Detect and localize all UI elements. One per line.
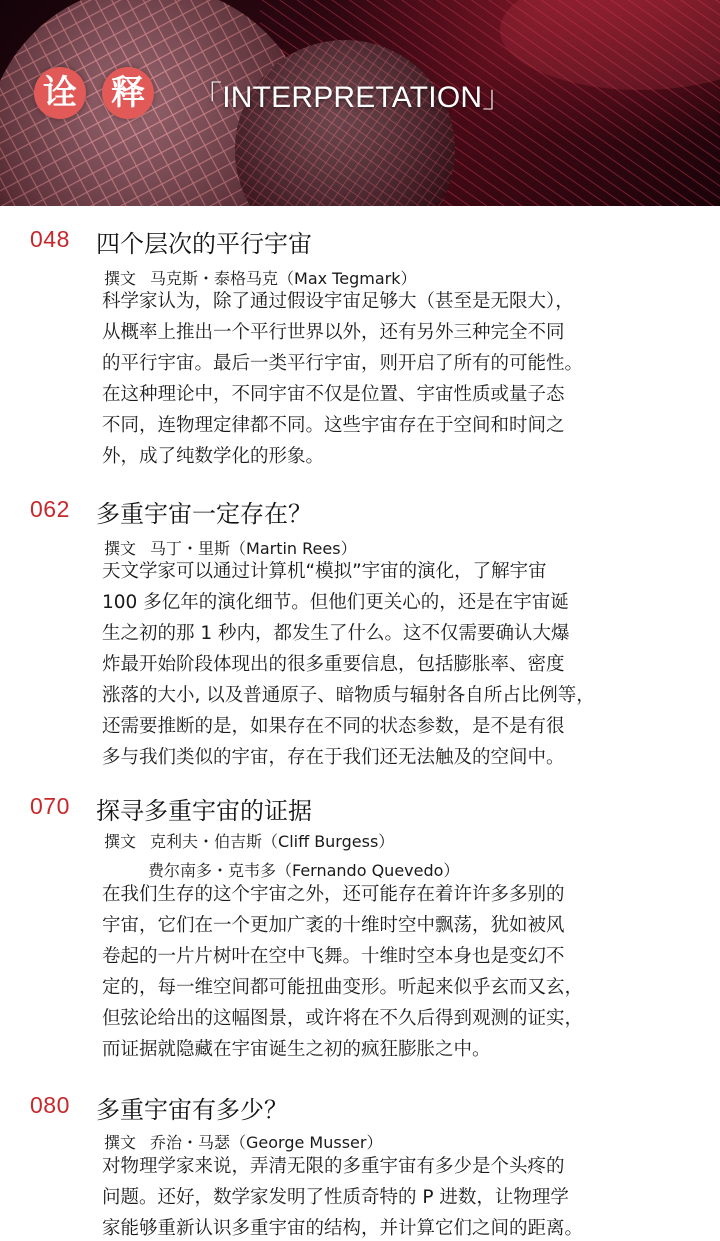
body-line: 的平行宇宙。最后一类平行宇宙，则开启了所有的可能性。 xyxy=(102,353,584,374)
article-page-number: 048 xyxy=(30,226,70,252)
byline-label: 撰文 xyxy=(104,832,137,851)
article-page-number: 062 xyxy=(30,496,70,522)
article-title: 多重宇宙一定存在？ xyxy=(96,500,312,528)
section-title: 「INTERPRETATION」 xyxy=(192,81,513,114)
byline-label: 撰文 xyxy=(104,1133,137,1152)
article-title: 多重宇宙有多少？ xyxy=(96,1096,288,1124)
body-line: 在我们生存的这个宇宙之外，还可能存在着许许多多别的 xyxy=(102,884,565,905)
body-line: 不同，连物理定律都不同。这些宇宙存在于空间和时间之 xyxy=(102,415,565,436)
byline-label: 撰文 xyxy=(104,269,137,288)
body-line: 科学家认为，除了通过假设宇宙足够大（甚至是无限大）， xyxy=(102,291,574,312)
byline-author: 乔治・马瑟（George Musser） xyxy=(150,1133,383,1152)
body-line: 问题。还好，数学家发明了性质奇特的 P 进数，让物理学 xyxy=(102,1187,569,1208)
body-line: 家能够重新认识多重宇宙的结构，并计算它们之间的距离。 xyxy=(102,1218,584,1239)
body-line: 在这种理论中，不同宇宙不仅是位置、宇宙性质或量子态 xyxy=(102,384,565,405)
body-line: 100 多亿年的演化细节。但他们更关心的，还是在宇宙诞 xyxy=(102,592,569,613)
article-byline-second xyxy=(148,858,459,881)
article-title: 探寻多重宇宙的证据 xyxy=(96,797,312,825)
article-page-number: 070 xyxy=(30,793,70,819)
byline-author: 马丁・里斯（Martin Rees） xyxy=(150,539,357,558)
body-line: 炸最开始阶段体现出的很多重要信息，包括膨胀率、密度 xyxy=(102,654,565,675)
body-line: 天文学家可以通过计算机“模拟”宇宙的演化，了解宇宙 xyxy=(102,561,547,582)
body-line: 而证据就隐藏在宇宙诞生之初的疯狂膨胀之中。 xyxy=(102,1039,491,1060)
badge-char-2: 释 xyxy=(102,67,154,119)
body-line: 多与我们类似的宇宙，存在于我们还无法触及的空间中。 xyxy=(102,747,565,768)
article-body xyxy=(102,879,622,1065)
body-line: 定的，每一维空间都可能扭曲变形。听起来似乎玄而又玄， xyxy=(102,977,584,998)
article-body xyxy=(102,1151,622,1241)
body-line: 但弦论给出的这幅图景，或许将在不久后得到观测的证实， xyxy=(102,1008,584,1029)
badge-char-1: 诠 xyxy=(34,67,86,119)
article-byline xyxy=(104,829,394,852)
body-line: 从概率上推出一个平行世界以外，还有另外三种完全不同 xyxy=(102,322,565,343)
byline-label: 撰文 xyxy=(104,539,137,558)
header-banner xyxy=(0,0,720,206)
body-line: 涨落的大小, 以及普通原子、暗物质与辐射各自所占比例等， xyxy=(102,685,595,706)
byline-author: 克利夫・伯吉斯（Cliff Burgess） xyxy=(150,832,395,851)
body-line: 对物理学家来说，弄清无限的多重宇宙有多少是个头疼的 xyxy=(102,1156,565,1177)
article-byline xyxy=(104,1130,382,1153)
body-line: 还需要推断的是，如果存在不同的状态参数，是不是有很 xyxy=(102,716,565,737)
byline-author: 费尔南多・克韦多（Fernando Quevedo） xyxy=(148,861,460,880)
article-body xyxy=(102,556,622,773)
body-line: 外，成了纯数学化的形象。 xyxy=(102,446,325,467)
body-line: 生之初的那 1 秒内，都发生了什么。这不仅需要确认大爆 xyxy=(102,623,570,644)
article-page-number: 080 xyxy=(30,1092,70,1118)
article-body xyxy=(102,286,622,472)
byline-author: 马克斯・泰格马克（Max Tegmark） xyxy=(150,269,417,288)
body-line: 宇宙，它们在一个更加广袤的十维时空中飘荡，犹如被风 xyxy=(102,915,565,936)
article-title: 四个层次的平行宇宙 xyxy=(96,230,312,258)
body-line: 卷起的一片片树叶在空中飞舞。十维时空本身也是变幻不 xyxy=(102,946,565,967)
